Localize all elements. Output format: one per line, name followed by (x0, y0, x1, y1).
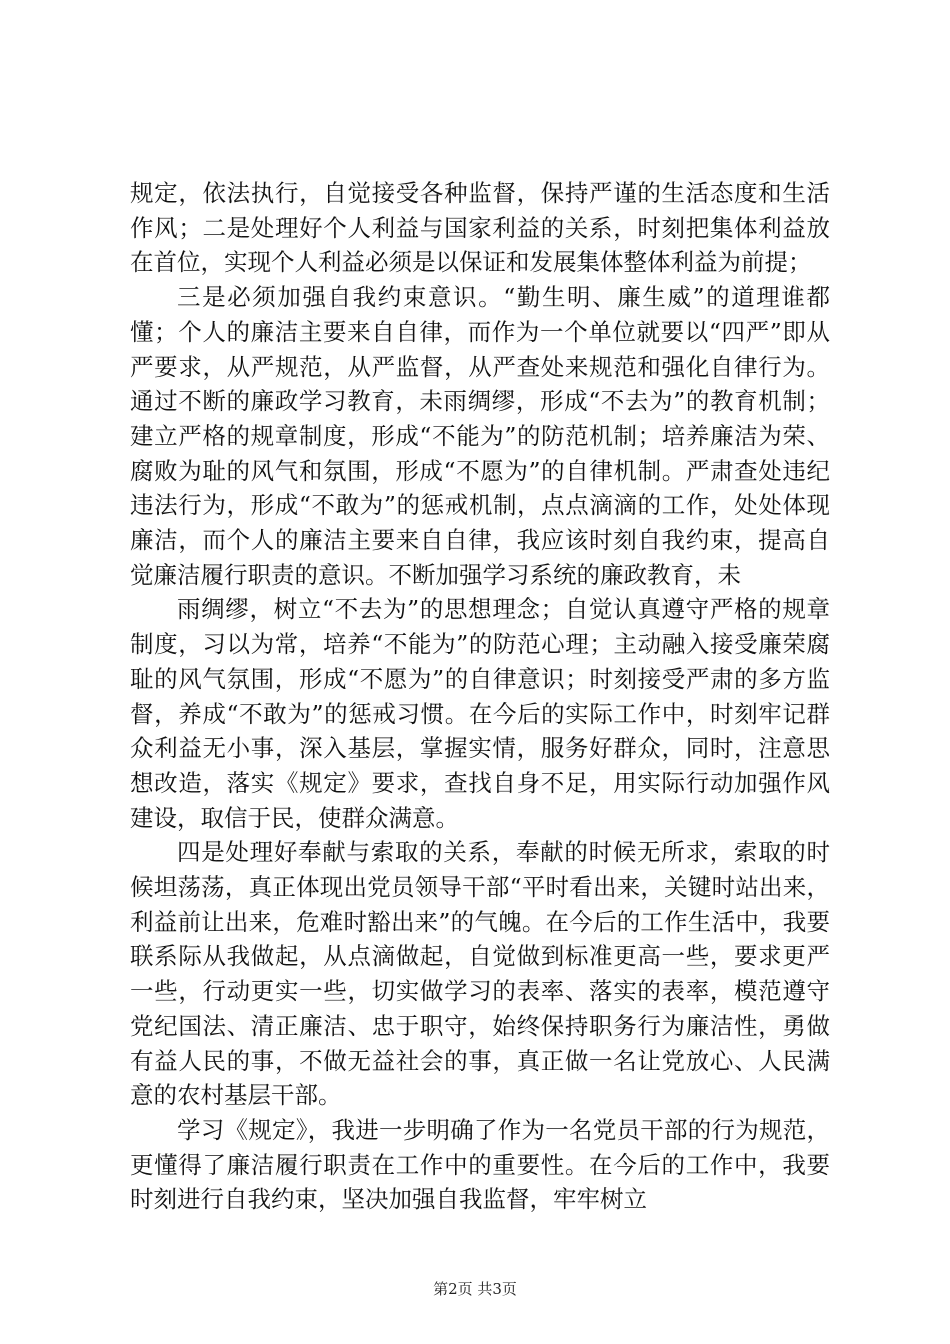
paragraph-5: 学习《规定》，我进一步明确了作为一名党员干部的行为规范，更懂得了廉洁履行职责在工作中的重要性。在今后的工作中，我要时刻进行自我约束，坚决加强自我监督，牢牢树立 (130, 1115, 830, 1214)
paragraph-3: 雨绸缪，树立“不去为”的思想理念；自觉认真遵守严格的规章制度，习以为常，培养“不能为”的防范心理；主动融入接受廉荣腐耻的风气氛围，形成“不愿为”的自律意识；时刻接受严肃的多方监督，养成“不敢为”的惩戒习惯。在今后的实际工作中，时刻牢记群众利益无小事，深入基层，掌握实情，服务好群众，同时，注意思想改造，落实《规定》要求，查找自身不足，用实际行动加强作风建设，取信于民，使群众满意。 (130, 595, 830, 832)
paragraph-4: 四是处理好奉献与索取的关系，奉献的时候无所求，索取的时候坦荡荡，真正体现出党员领导干部“平时看出来，关键时站出来，利益前让出来，危难时豁出来”的气魄。在今后的工作生活中，我要联系际从我做起，从点滴做起，自觉做到标准更高一些，要求更严一些，行动更实一些，切实做学习的表率、落实的表率，模范遵守党纪国法、清正廉洁、忠于职守，始终保持职务行为廉洁性，勇做有益人民的事，不做无益社会的事，真正做一名让党放心、人民满意的农村基层干部。 (130, 838, 830, 1110)
page-number-footer: 第2页 共3页 (433, 1280, 517, 1298)
paragraph-2: 三是必须加强自我约束意识。“勤生明、廉生威”的道理谁都懂；个人的廉洁主要来自自律，而作为一个单位就要以“四严”即从严要求，从严规范，从严监督，从严查处来规范和强化自律行为。通过不断的廉政学习教育，未雨绸缪，形成“不去为”的教育机制；建立严格的规章制度，形成“不能为”的防范机制；培养廉洁为荣、腐败为耻的风气和氛围，形成“不愿为”的自律机制。严肃查处违纪违法行为，形成“不敢为”的惩戒机制，点点滴滴的工作，处处体现廉洁，而个人的廉洁主要来自自律，我应该时刻自我约束，提高自觉廉洁履行职责的意识。不断加强学习系统的廉政教育，未 (130, 283, 830, 589)
paragraph-1: 规定，依法执行，自觉接受各种监督，保持严谨的生活态度和生活作风；二是处理好个人利益与国家利益的关系，时刻把集体利益放在首位，实现个人利益必须是以保证和发展集体整体利益为前提； (130, 179, 830, 277)
document-body (130, 176, 830, 1217)
